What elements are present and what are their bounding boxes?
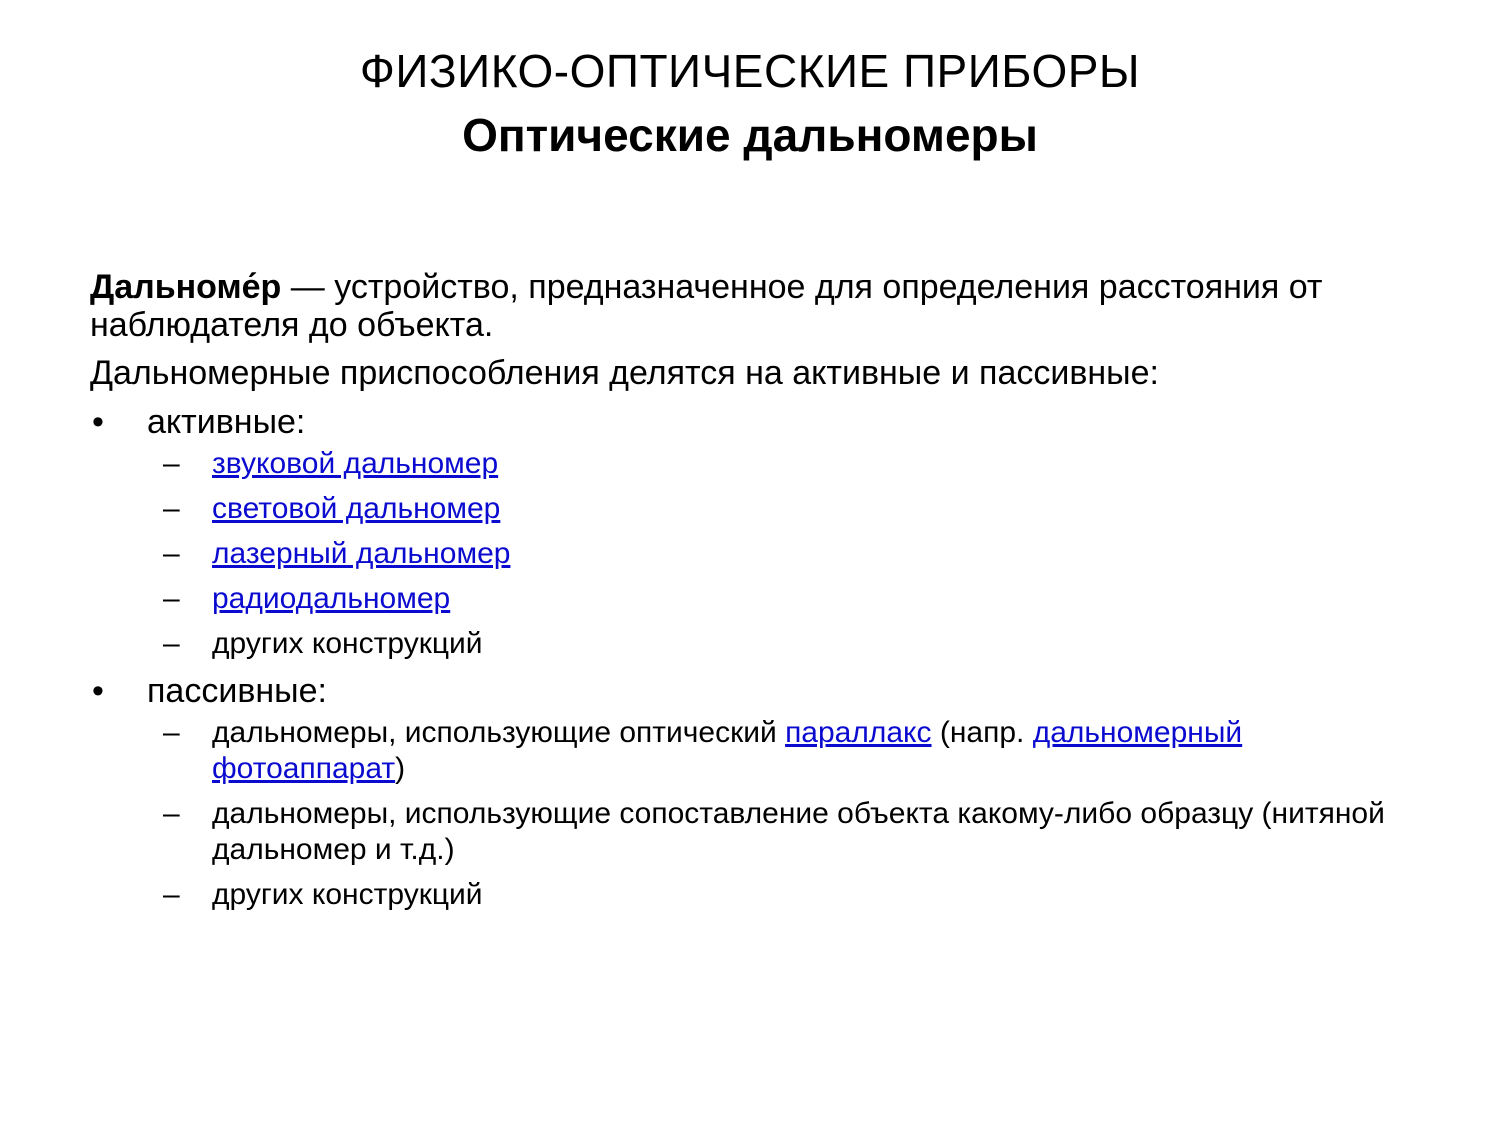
dash-marker: – [163,878,180,911]
bullet-passive [90,671,1430,711]
dash-marker: – [163,627,180,660]
list-item [90,491,1430,527]
link-light-rangefinder[interactable]: световой дальномер [212,492,501,525]
slide-title: ФИЗИКО-ОПТИЧЕСКИЕ ПРИБОРЫ [359,45,1141,97]
list-item [90,626,1430,662]
link-radio-rangefinder[interactable]: радиодальномер [212,582,451,615]
bullet-marker: • [92,672,104,710]
passive-item-1-suffix: ) [395,752,406,785]
title-block [0,40,1500,168]
list-item [90,581,1430,617]
slide-content [90,268,1430,922]
dash-marker: – [163,492,180,525]
passive-item-2: дальномеры, использующие сопоставление объекта какому-либо образцу (нитяной дальномер и т.д.) [212,797,1385,866]
link-sound-rangefinder[interactable]: звуковой дальномер [212,447,499,480]
other-constructions-active: других конструкций [212,627,483,660]
passive-item-1-prefix: дальномеры, использующие оптический [212,716,786,749]
list-item [90,446,1430,482]
dash-marker: – [163,447,180,480]
list-item [90,536,1430,572]
dash-marker: – [163,582,180,615]
list-item [90,877,1430,913]
bullet-marker: • [92,403,104,441]
list-item [90,715,1430,787]
link-rangefinder-camera[interactable]: дальномерный фотоаппарат [212,716,1243,785]
definition-term: Дальноме́р [90,268,282,306]
dash-marker: – [163,797,180,830]
passive-sublist [90,715,1430,913]
bullet-passive-label: пассивные: [147,672,327,710]
bullet-active-label: активные: [147,403,306,441]
list-item [90,796,1430,868]
link-laser-rangefinder[interactable]: лазерный дальномер [212,537,511,570]
active-sublist [90,446,1430,662]
definition-paragraph [90,268,1430,344]
other-constructions-passive: других конструкций [212,878,483,911]
bullet-active [90,402,1430,442]
slide-subtitle: Оптические дальномеры [462,109,1038,161]
link-parallax[interactable]: параллакс [785,716,932,749]
definition-text: — устройство, предназначенное для определения расстояния от наблюдателя до объекта. [90,268,1323,344]
passive-item-1-middle: (напр. [931,716,1033,749]
dash-marker: – [163,537,180,570]
dash-marker: – [163,716,180,749]
intro-paragraph: Дальномерные приспособления делятся на активные и пассивные: [90,354,1159,392]
